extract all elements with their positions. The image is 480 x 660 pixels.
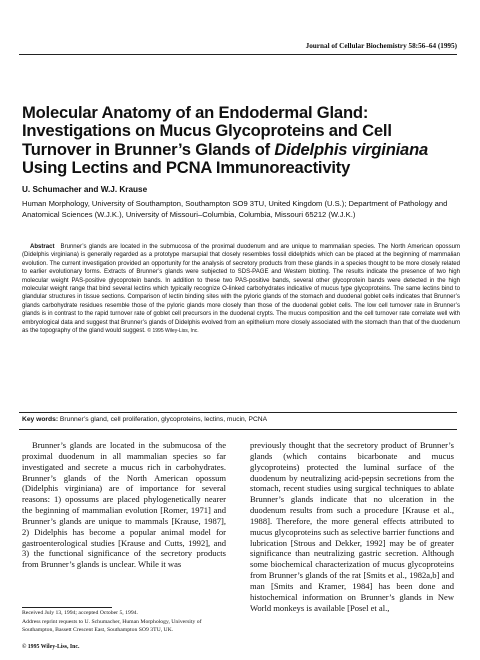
keywords-text: Brunner’s gland, cell proliferation, glycoproteins, lectins, mucin, PCNA bbox=[59, 416, 268, 423]
keywords-label: Key words: bbox=[22, 416, 59, 423]
body-column-right: previously thought that the secretory product of Brunner’s glands (which contains bicarbonate and mucus glycoproteins) protected the luminal surface of the duodenum by neutralizing acid-pepsin secretions from the stomach, recent studies using surgical techniques to ablate Brunner’s glands indicate that no ulceration in the duodenum results from such a procedure [Krause et al., 1988]. Therefore, the more general effects attributed to mucus glycoproteins such as selective barrier functions and lubrication [Strous and Dekker, 1992] may be of greater significance than neutralizing gastric secretion. Although some biochemical characterization of mucus glycoproteins from Brunner’s glands of the rat [Smits et al., 1982a,b] and man [Smits and Kramer, 1984] has been done and histochemical information on Brunner’s glands in New World monkeys is available [Posel et al., bbox=[250, 440, 454, 613]
journal-reference: Journal of Cellular Biochemistry 58:56–64 (1995) bbox=[305, 42, 457, 50]
keywords bbox=[22, 416, 460, 423]
publisher-copyright: © 1995 Wiley-Liss, Inc. bbox=[22, 644, 80, 650]
title-species-name: Didelphis virginiana bbox=[274, 139, 429, 159]
abstract bbox=[22, 243, 460, 335]
header-rule bbox=[19, 54, 457, 55]
abstract-copyright: © 1995 Wiley-Liss, Inc. bbox=[147, 328, 199, 335]
article-title bbox=[22, 104, 462, 178]
affiliation: Human Morphology, University of Southampton, Southampton SO9 3TU, United Kingdom (U.S.); Department of Pathology and Anatomical Sciences (W.J.K.), University of Missouri–Columbia, Columbia, Missouri 65212 (W.J.K.) bbox=[22, 199, 448, 219]
body-column-left: Brunner’s glands are located in the submucosa of the proximal duodenum in all mammalian species so far investigated and secrete a mucus rich in carbohydrates. Brunner’s glands of the North American opossum (Didelphis virginiana) are of importance for several reasons: 1) opossums are placed phylogenetically nearer the beginning of mammalian evolution [Romer, 1971] and Brunner’s glands are unique to mammals [Krause, 1987], 2) Didelphis has become a popular animal model for gastroenterological studies [Krause and Cutts, 1992], and 3) the functional significance of the secretory products from Brunner’s glands is unclear. While it was bbox=[22, 440, 226, 570]
title-part-1: Molecular Anatomy of an Endodermal Gland: Investigations on Mucus Glycoproteins and Cell Turnover in Brunner’s Glands of bbox=[22, 103, 392, 159]
abstract-label: Abstract bbox=[30, 244, 55, 250]
footnote bbox=[22, 610, 226, 634]
title-part-2: Using Lectins and PCNA Immunoreactivity bbox=[22, 158, 351, 178]
received-dates: Received July 13, 1994; accepted October 5, 1994. bbox=[22, 610, 138, 616]
footnote-rule bbox=[22, 607, 112, 608]
keywords-top-rule bbox=[19, 412, 457, 413]
abstract-text: Brunner’s glands are located in the submucosa of the proximal duodenum and are unique to mammalian species. The North American opossum (Didelphis virginiana) is generally regarded as a prototype marsupial that closely resembles fossil didelphids which can be placed at the beginning of mammalian evolution. The current investigation provided an opportunity for the analysis of secretory products from these glands in a species thought to be more closely related to earlier evolutionary forms. Extracts of Brunner’s glands were subjected to SDS-PAGE and Western blotting. The results indicate the presence of two high molecular weight PAS-positive glycoprotein bands. In addition to these two PAS-positive bands, several other glycoprotein bands were detected in the high molecular weight range that bind several lectins which typically recognize O-linked carbohydrates indicative of mucus type glycoproteins. The same lectins bind to glandular structures in tissue sections. Comparison of lectin binding sites with the pyloric glands of the stomach and duodenal goblet cells indicates that Brunner’s glands carbohydrate residues resemble those of the pyloric glands more closely than those of the duodenal goblet cells. The low cell turnover rate in Brunner’s glands is in contrast to the rapid turnover rate of goblet cell precursors in the duodenal crypts. The mucus composition and the cell turnover rate correlate well with embryological data and suggest that Brunner’s glands of Didelphis evolved from an epithelium more closely associated with the stomach than that of the duodenum as the topography of the gland would suggest. bbox=[22, 244, 460, 335]
keywords-bottom-rule bbox=[19, 429, 457, 430]
reprint-address: Address reprint requests to U. Schumacher, Human Morphology, University of Southampton, Bassett Crescent East, Southampton SO9 3TU, UK. bbox=[22, 619, 202, 633]
authors: U. Schumacher and W.J. Krause bbox=[22, 185, 148, 194]
